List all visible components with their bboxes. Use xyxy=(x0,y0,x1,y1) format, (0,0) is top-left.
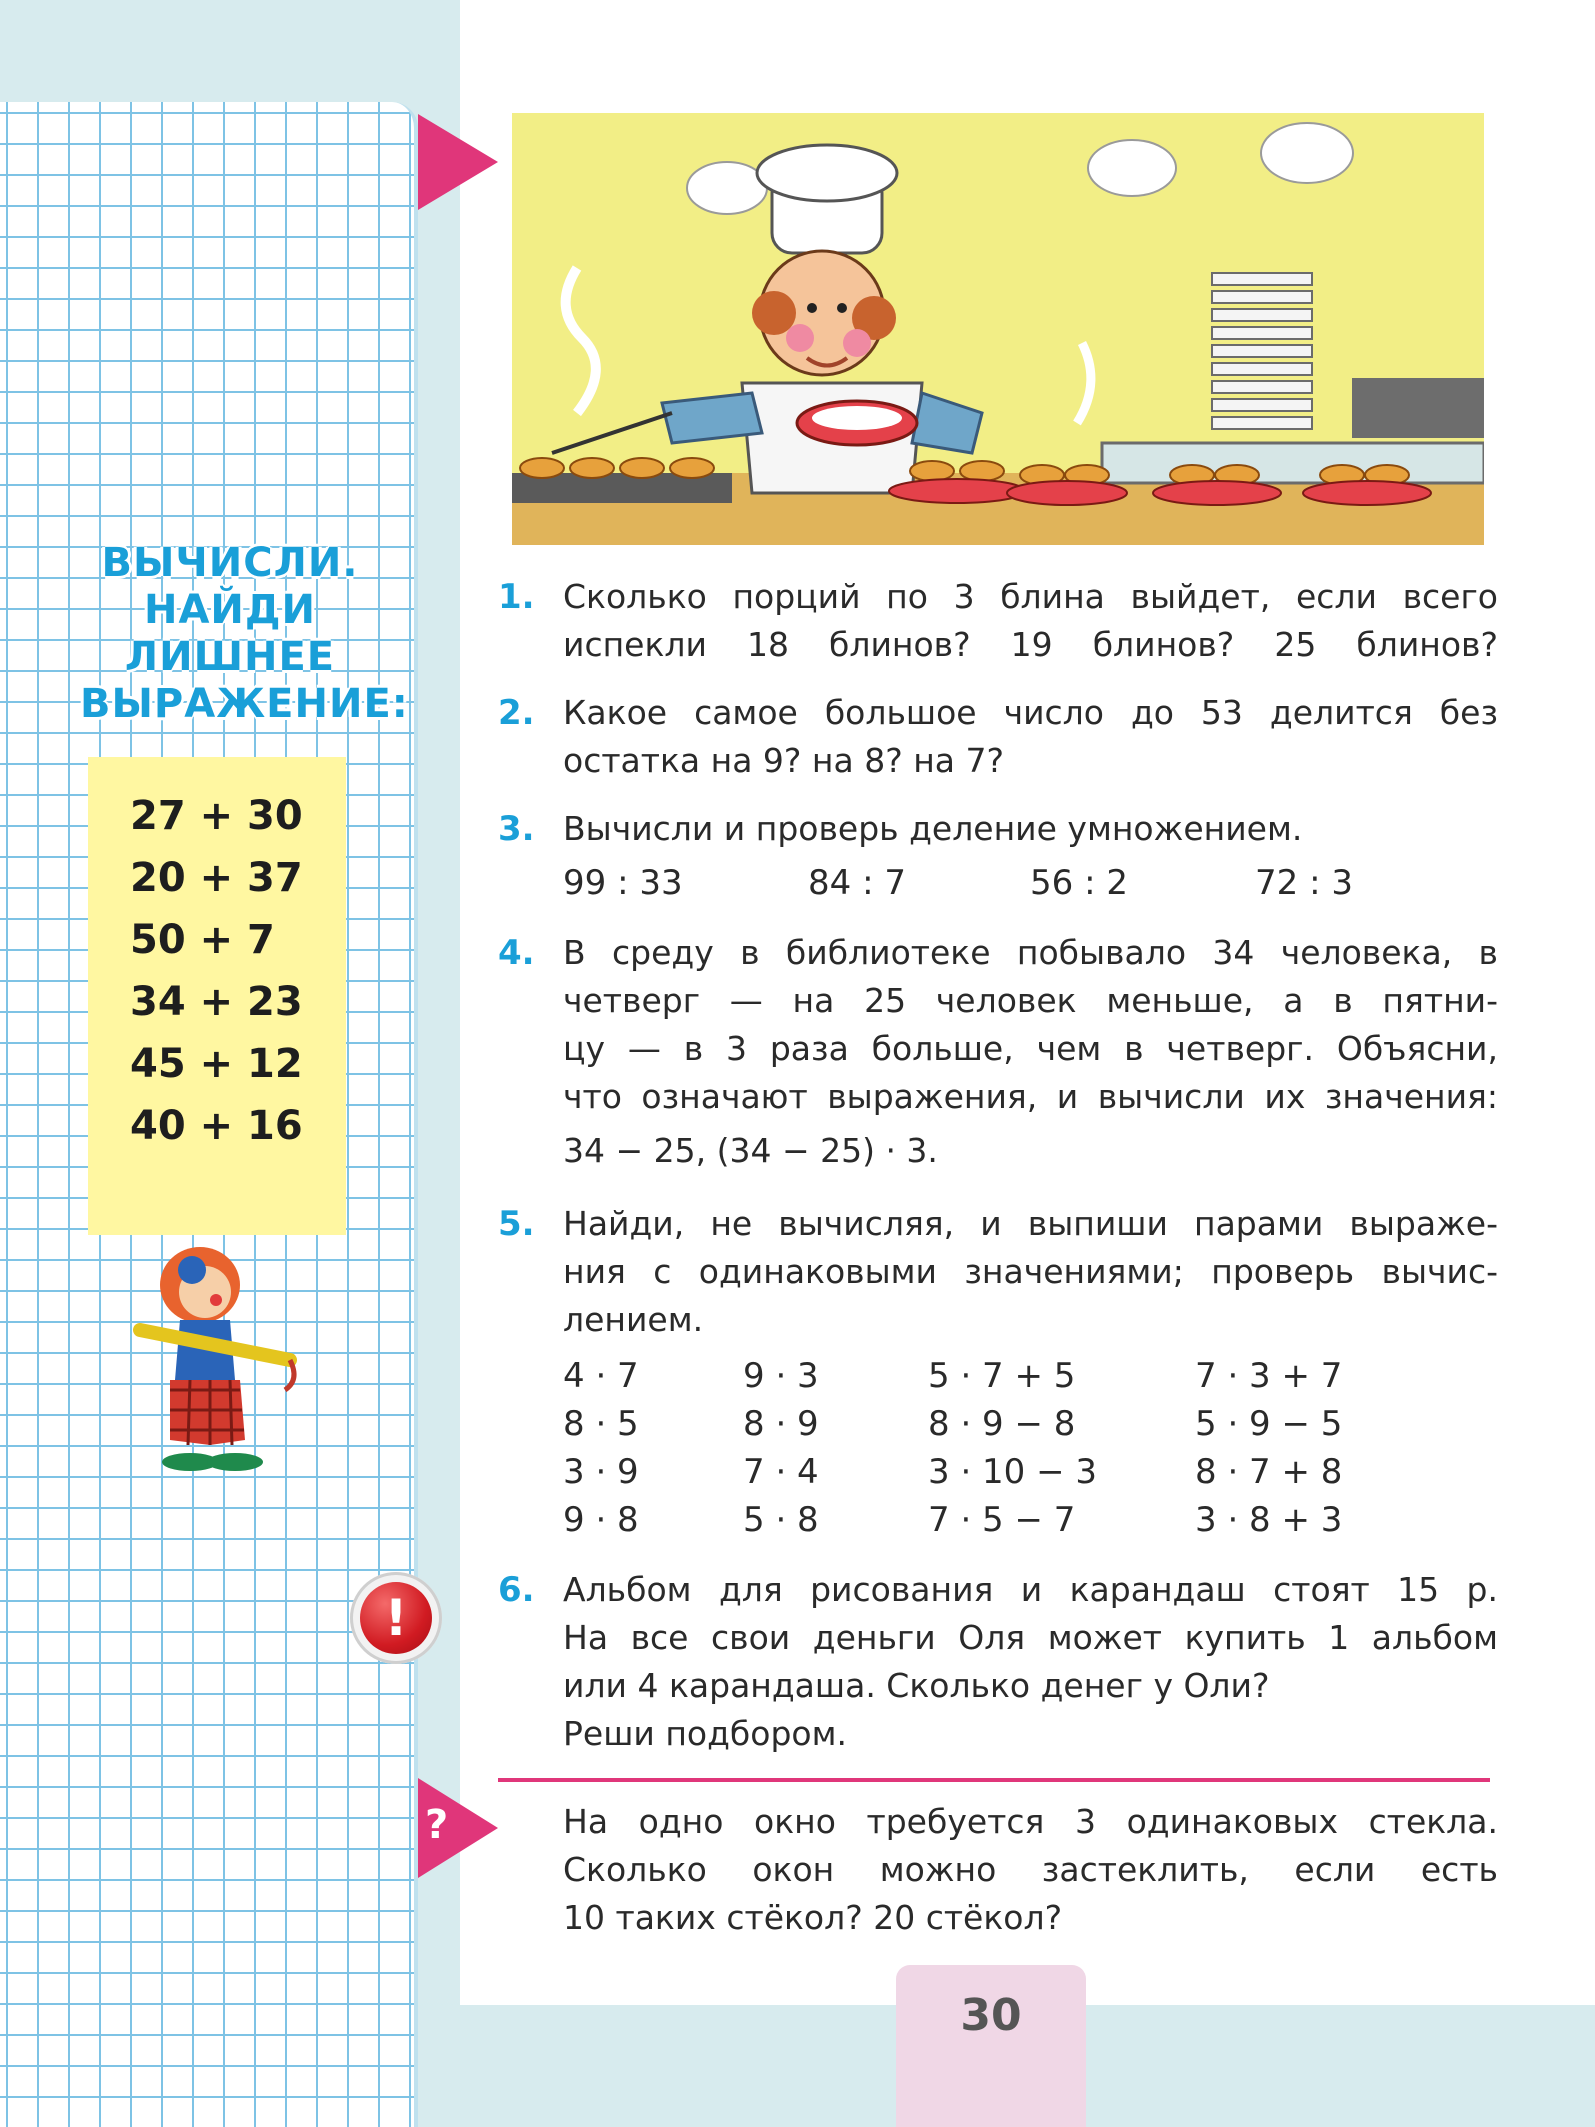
task-number: 1. xyxy=(498,577,535,617)
division-expression: 72 : 3 xyxy=(1255,863,1353,903)
expression-cell: 5 · 9 − 5 xyxy=(1195,1404,1343,1444)
task-5 xyxy=(498,1200,1498,1544)
question-text-line: 10 таких стёкол? 20 стёкол? xyxy=(563,1898,1063,1937)
expression-cell: 5 · 8 xyxy=(743,1500,819,1540)
task-text-line: четверг — на 25 человек меньше, а в пятни- xyxy=(563,981,1498,1020)
division-expression: 84 : 7 xyxy=(808,863,906,903)
expression-row xyxy=(563,1400,1498,1448)
expression: 45 + 12 xyxy=(130,1041,303,1087)
expression-cell: 8 · 5 xyxy=(563,1404,639,1444)
expression-row xyxy=(563,1352,1498,1400)
section-marker-triangle xyxy=(418,114,498,210)
side-heading-line: ЛИШНЕЕ xyxy=(124,634,336,680)
side-heading-line: НАЙДИ xyxy=(143,587,316,633)
expression-cell: 8 · 7 + 8 xyxy=(1195,1452,1343,1492)
exclamation-icon: ! xyxy=(360,1582,432,1654)
question-text-line: Сколько окон можно застеклить, если есть xyxy=(563,1850,1498,1889)
clown-illustration xyxy=(130,1240,310,1480)
important-badge xyxy=(350,1572,442,1664)
task-text-line: Найди, не вычисляя, и выпиши парами выраже- xyxy=(563,1204,1498,1243)
page-number: 30 xyxy=(960,1990,1022,2041)
task-text-line: На все свои деньги Оля может купить 1 альбом xyxy=(563,1618,1498,1657)
expression-cell: 8 · 9 xyxy=(743,1404,819,1444)
expressions-box xyxy=(88,757,346,1235)
expression-cell: 3 · 8 + 3 xyxy=(1195,1500,1343,1540)
expression: 50 + 7 xyxy=(130,917,275,963)
task-text-line: Вычисли и проверь деление умножением. xyxy=(563,809,1303,848)
task-text-line: испекли 18 блинов? 19 блинов? 25 блинов? xyxy=(563,625,1498,664)
expression-row xyxy=(563,1448,1498,1496)
task-number: 2. xyxy=(498,693,535,733)
task-3 xyxy=(498,805,1498,907)
section-divider xyxy=(498,1778,1490,1782)
side-heading xyxy=(80,540,409,728)
kitchen-illustration xyxy=(512,113,1484,545)
side-heading-line: ВЫЧИСЛИ. xyxy=(101,540,359,586)
task-text-line: Какое самое большое число до 53 делится без xyxy=(563,693,1498,732)
question-mark-icon: ? xyxy=(425,1802,449,1848)
task-text-line: ния с одинаковыми значениями; проверь вычис- xyxy=(563,1252,1498,1291)
expression: 34 + 23 xyxy=(130,979,303,1025)
expression: 20 + 37 xyxy=(130,855,303,901)
task-number: 6. xyxy=(498,1570,535,1610)
expression-cell: 3 · 10 − 3 xyxy=(928,1452,1098,1492)
task-text-line: Альбом для рисования и карандаш стоят 15 р. xyxy=(563,1570,1498,1609)
task-text-line: цу — в 3 раза больше, чем в четверг. Объясни, xyxy=(563,1029,1498,1068)
division-expression: 99 : 33 xyxy=(563,863,683,903)
expression-cell: 3 · 9 xyxy=(563,1452,639,1492)
side-heading-line: ВЫРАЖЕНИЕ: xyxy=(80,681,409,727)
expression-cell: 4 · 7 xyxy=(563,1356,639,1396)
expression-cell: 9 · 3 xyxy=(743,1356,819,1396)
task-text-line: что означают выражения, и вычисли их значения: xyxy=(563,1077,1498,1116)
task-2 xyxy=(498,689,1498,785)
task-text-line: Реши подбором. xyxy=(563,1714,847,1753)
task-6 xyxy=(498,1566,1498,1758)
expression: 27 + 30 xyxy=(130,793,303,839)
task-text-line: В среду в библиотеке побывало 34 человека, в xyxy=(563,933,1498,972)
task-text-line: Сколько порций по 3 блина выйдет, если всего xyxy=(563,577,1498,616)
expression-cell: 7 · 4 xyxy=(743,1452,819,1492)
task-number: 3. xyxy=(498,809,535,849)
expression: 40 + 16 xyxy=(130,1103,303,1149)
expression-cell: 9 · 8 xyxy=(563,1500,639,1540)
task-number: 4. xyxy=(498,933,535,973)
task-1 xyxy=(498,573,1498,669)
question-text-line: На одно окно требуется 3 одинаковых стекла. xyxy=(563,1802,1498,1841)
expression-cell: 8 · 9 − 8 xyxy=(928,1404,1076,1444)
task-text-line: остатка на 9? на 8? на 7? xyxy=(563,741,1005,780)
division-expression: 56 : 2 xyxy=(1030,863,1128,903)
expression-row xyxy=(563,1496,1498,1544)
task-number: 5. xyxy=(498,1204,535,1244)
expression-cell: 5 · 7 + 5 xyxy=(928,1356,1076,1396)
bonus-question xyxy=(498,1798,1498,1942)
expression-cell: 7 · 3 + 7 xyxy=(1195,1356,1343,1396)
task-text-line: 34 − 25, (34 − 25) · 3. xyxy=(563,1131,938,1170)
expression-cell: 7 · 5 − 7 xyxy=(928,1500,1076,1540)
task-text-line: или 4 карандаша. Сколько денег у Оли? xyxy=(563,1666,1270,1705)
task-text-line: лением. xyxy=(563,1300,704,1339)
task-4 xyxy=(498,929,1498,1175)
